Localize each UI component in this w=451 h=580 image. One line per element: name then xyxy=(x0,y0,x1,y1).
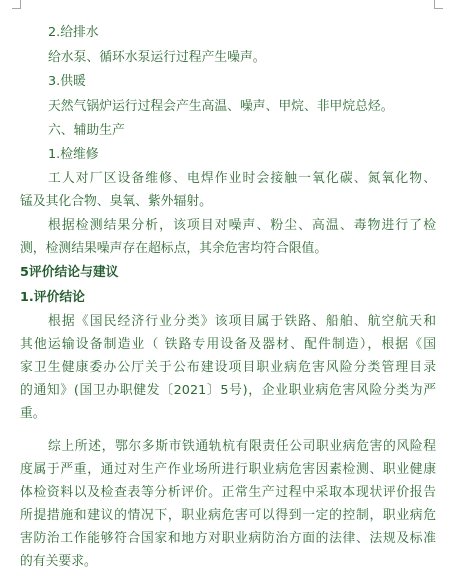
text-line: 家卫生健康委办公厅关于公布建设项目职业病危害风险分类管理目录 xyxy=(20,360,436,375)
text-line: 3.供暖 xyxy=(48,74,86,89)
text-line: 天然气锅炉运行过程会产生高温、噪声、甲烷、非甲烷总烃。 xyxy=(48,99,394,114)
top-right-margin-mark xyxy=(434,0,443,9)
section-heading: 1.评价结论 xyxy=(20,290,85,305)
text-line: 综上所述，鄂尔多斯市铁通轨杭有限责任公司职业病危害的风险程 xyxy=(48,439,436,454)
text-line: 测，检测结果噪声存在超标点，其余危害均符合限值。 xyxy=(20,241,328,256)
text-line: 1.检维修 xyxy=(48,147,99,162)
text-line: 害防治工作能够符合国家和地方对职业病防治方面的法律、法规及标准 xyxy=(20,531,436,546)
text-line: 度属于严重，通过对生产作业场所进行职业病危害因素检测、职业健康 xyxy=(20,462,436,477)
text-line: 根据检测结果分析，该项目对噪声、粉尘、高温、毒物进行了检 xyxy=(48,218,436,233)
text-line: 的有关要求。 xyxy=(20,554,97,569)
top-left-margin-mark xyxy=(12,0,21,9)
text-line: 的通知》(国卫办职健发〔2021〕5号)，企业职业病危害风险分类为严 xyxy=(20,383,436,398)
section-heading: 5评价结论与建议 xyxy=(20,265,119,280)
text-line: 重。 xyxy=(20,406,46,421)
text-line: 给水泵、循环水泵运行过程产生噪声。 xyxy=(48,50,266,65)
text-line: 2.给排水 xyxy=(48,25,99,40)
text-line: 其他运输设备制造业（ 铁路专用设备及器材、配件制造），根据《国 xyxy=(20,337,436,352)
text-line: 体检资料以及检查表等分析评价。正常生产过程中采取本现状评价报告 xyxy=(20,485,436,500)
text-line: 工人对厂区设备维修、电焊作业时会接触一氧化碳、氮氧化物、 xyxy=(48,171,436,186)
text-line: 锰及其化合物、臭氧、紫外辐射。 xyxy=(20,194,212,209)
text-line: 根据《国民经济行业分类》该项目属于铁路、船舶、航空航天和 xyxy=(48,314,436,329)
text-line: 所提措施和建议的情况下，职业病危害可以得到一定的控制，职业病危 xyxy=(20,508,436,523)
text-line: 六、辅助生产 xyxy=(48,123,125,138)
